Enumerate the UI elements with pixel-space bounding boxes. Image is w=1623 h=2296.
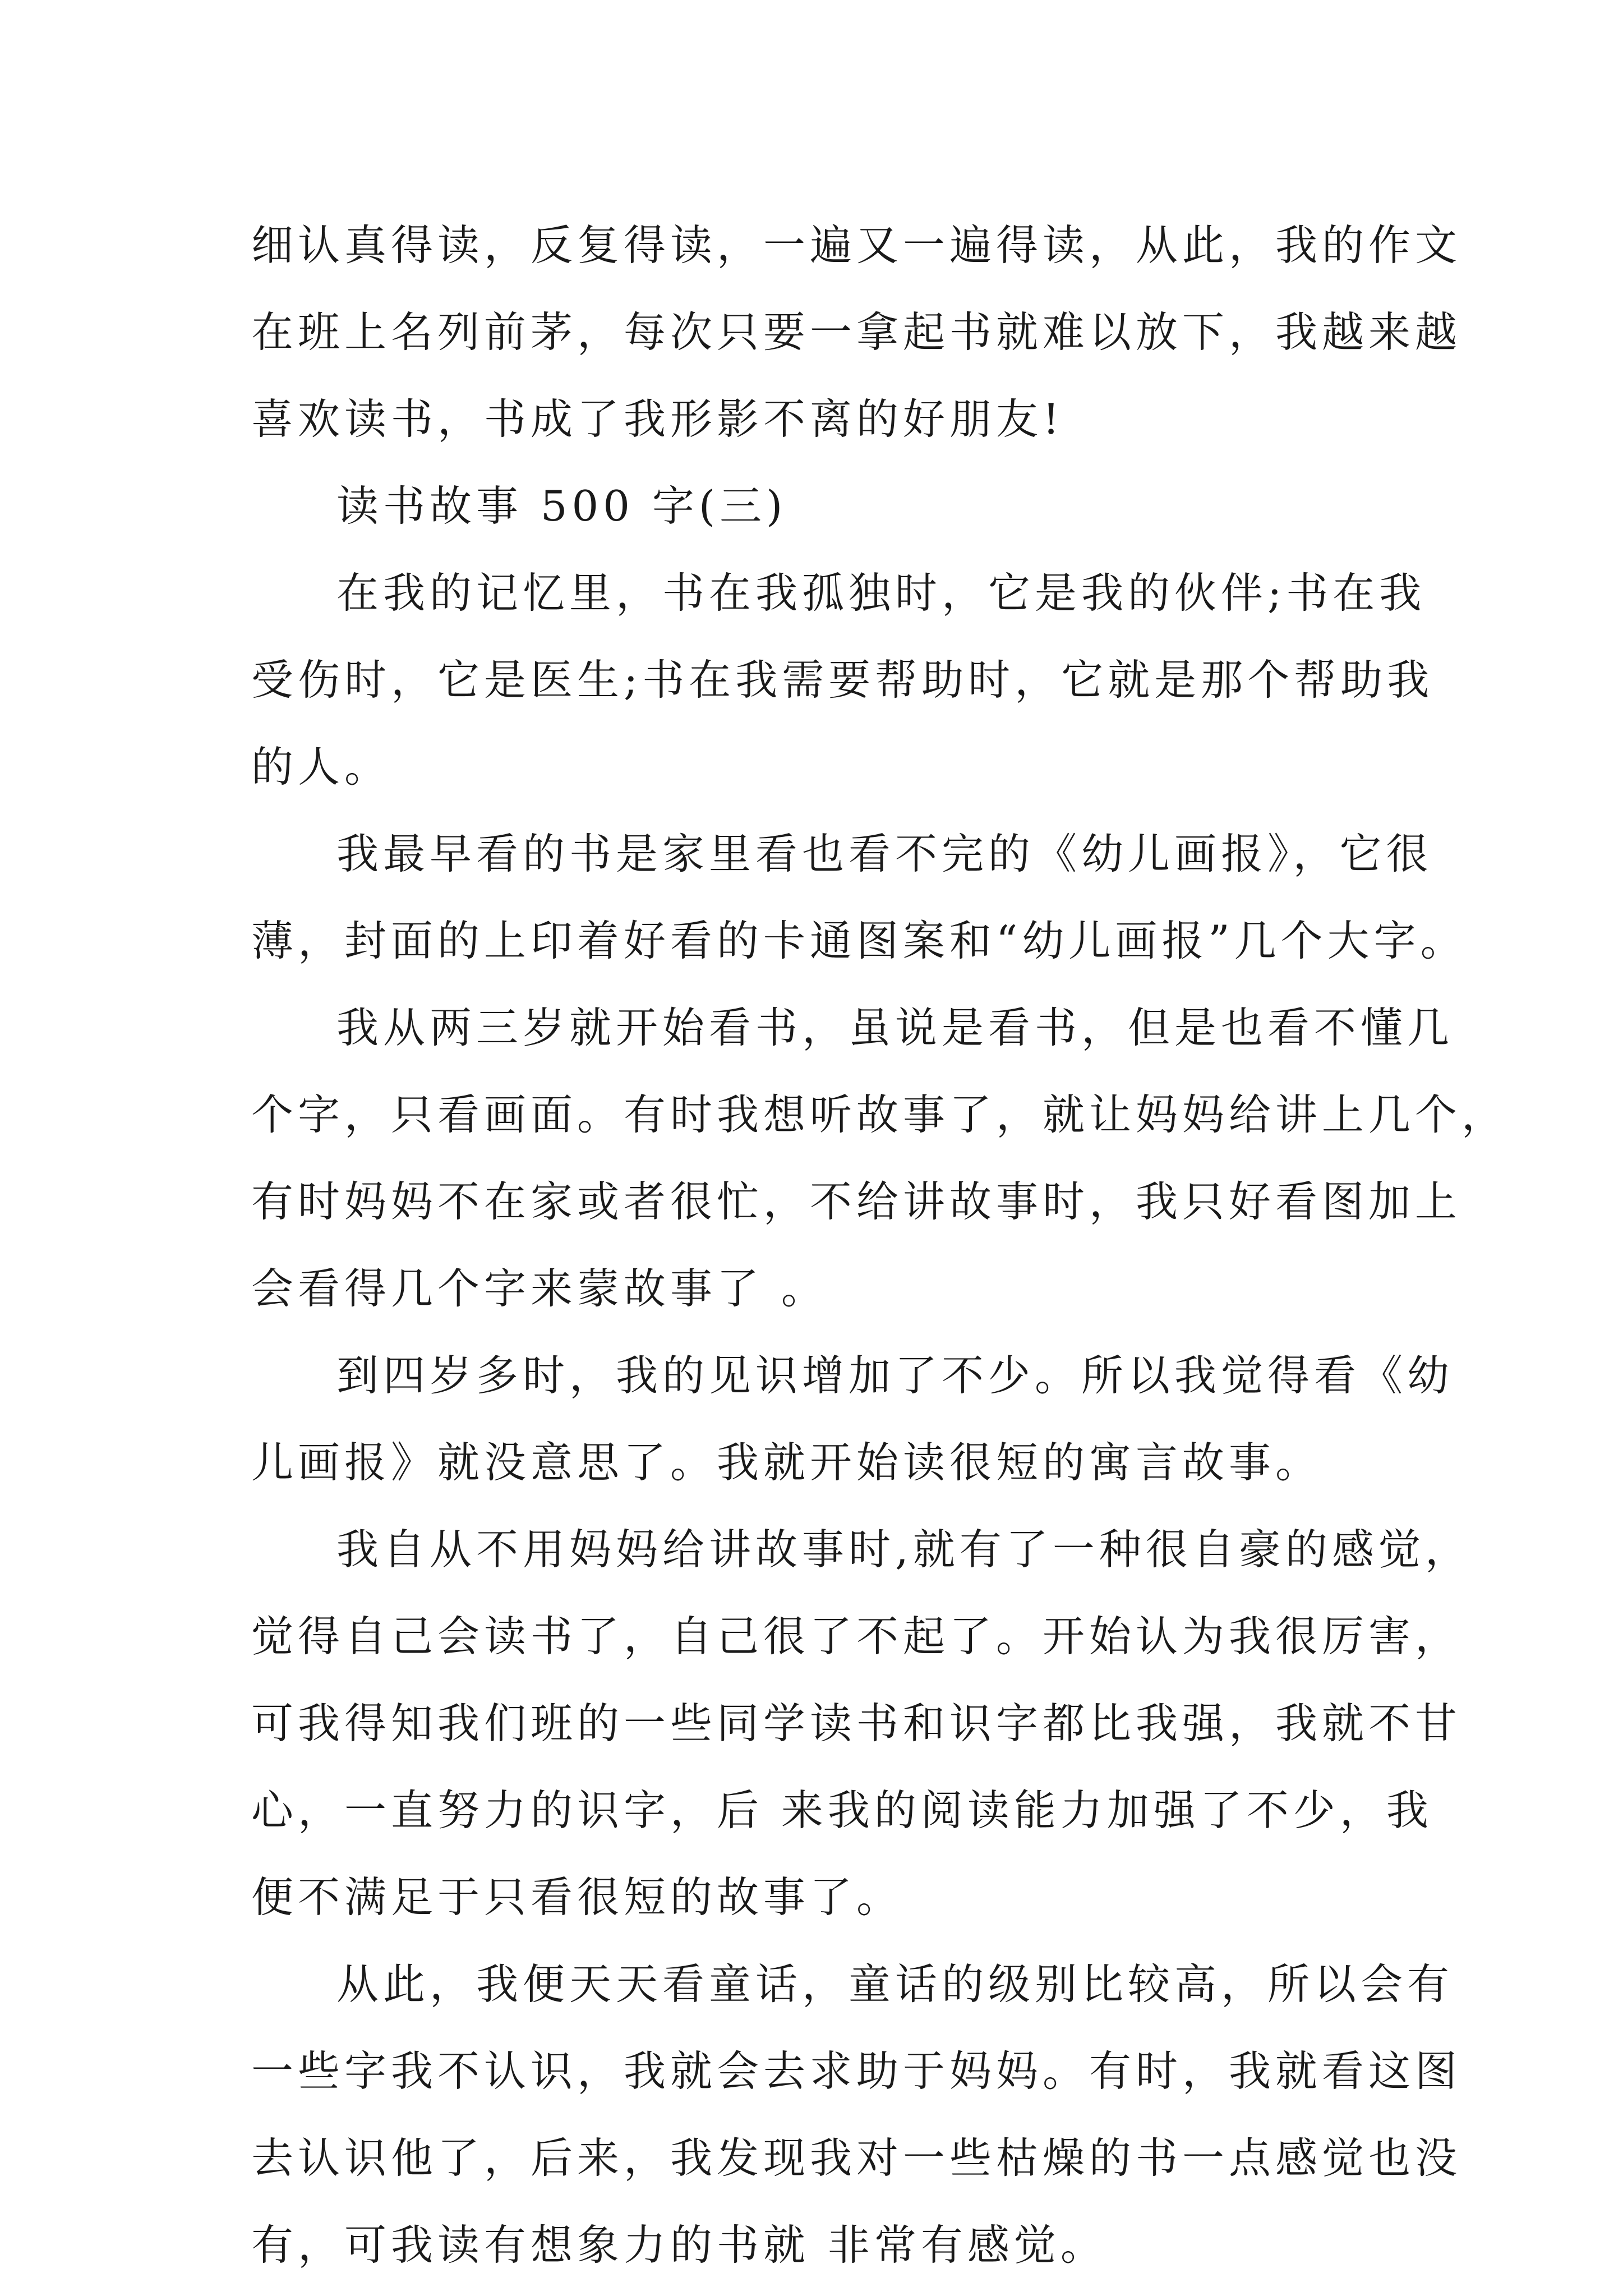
text-line: 到四岁多时，我的见识增加了不少。所以我觉得看《幼	[336, 1351, 1454, 1400]
text-line: 喜欢读书，书成了我形影不离的好朋友!	[251, 394, 1064, 444]
text-line: 我自从不用妈妈给讲故事时,就有了一种很自豪的感觉，	[336, 1525, 1472, 1574]
text-line: 我从两三岁就开始看书，虽说是看书，但是也看不懂几	[336, 1003, 1454, 1052]
text-line: 个字，只看画面。有时我想听故事了，就让妈妈给讲上几个，	[251, 1090, 1509, 1139]
section-heading: 读书故事 500 字(三)	[336, 481, 787, 531]
body-text	[251, 202, 1509, 2289]
text-line: 一些字我不认识，我就会去求助于妈妈。有时，我就看这图	[251, 2046, 1462, 2096]
text-line: 我最早看的书是家里看也看不完的《幼儿画报》，它很	[336, 829, 1433, 878]
text-line: 有，可我读有想象力的书就 非常有感觉。	[251, 2220, 1107, 2270]
text-line: 便不满足于只看很短的故事了。	[251, 1872, 903, 1922]
text-line: 有时妈妈不在家或者很忙，不给讲故事时，我只好看图加上	[251, 1177, 1462, 1226]
text-line: 儿画报》就没意思了。我就开始读很短的寓言故事。	[251, 1438, 1322, 1487]
text-line: 在班上名列前茅，每次只要一拿起书就难以放下，我越来越	[251, 307, 1462, 357]
text-line: 去认识他了，后来，我发现我对一些枯燥的书一点感觉也没	[251, 2133, 1462, 2183]
text-line: 觉得自己会读书了，自己很了不起了。开始认为我很厉害，	[251, 1612, 1462, 1661]
text-line: 的人。	[251, 742, 391, 792]
text-line: 会看得几个字来蒙故事了 。	[251, 1264, 828, 1313]
text-line: 可我得知我们班的一些同学读书和识字都比我强，我就不甘	[251, 1699, 1462, 1748]
text-line: 细认真得读，反复得读，一遍又一遍得读，从此，我的作文	[251, 220, 1462, 270]
text-line: 心，一直努力的识字，后 来我的阅读能力加强了不少，我	[251, 1786, 1433, 1835]
text-line: 受伤时，它是医生;书在我需要帮助时，它就是那个帮助我	[251, 655, 1434, 705]
text-line: 薄，封面的上印着好看的卡通图案和“幼儿画报”几个大字。	[251, 916, 1467, 965]
text-line: 在我的记忆里，书在我孤独时，它是我的伙伴;书在我	[336, 568, 1426, 618]
text-line: 从此，我便天天看童话，童话的级别比较高，所以会有	[336, 1959, 1454, 2009]
